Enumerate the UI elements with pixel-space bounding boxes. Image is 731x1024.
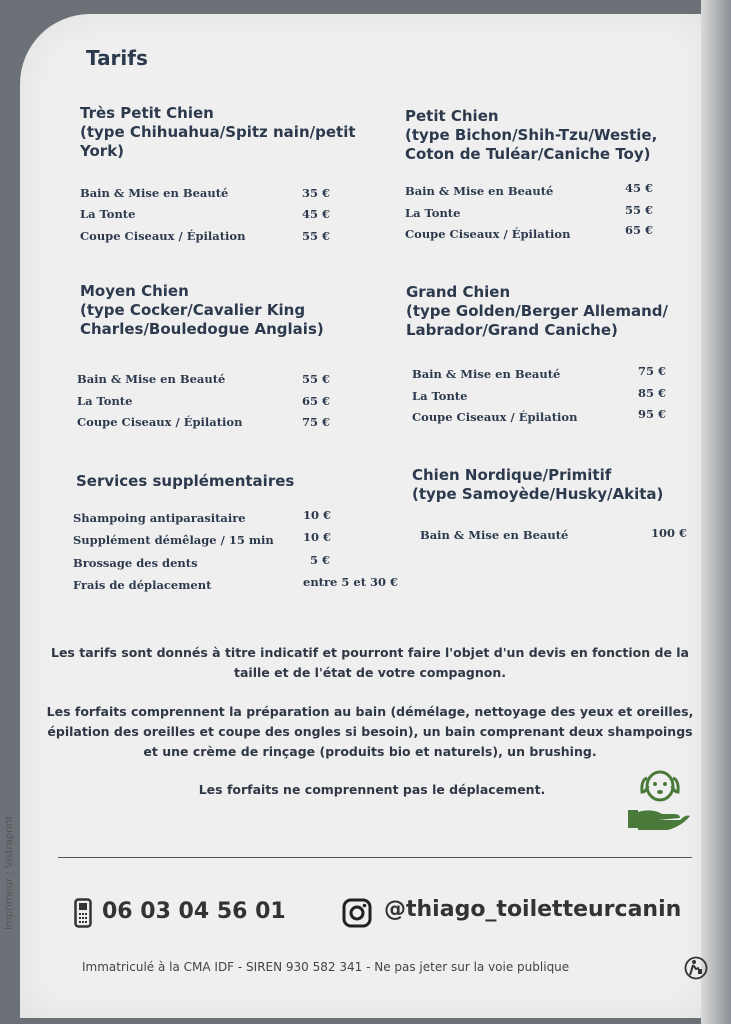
heading-line: Grand Chien [406, 283, 511, 301]
section-heading-nordique [412, 466, 663, 504]
heading-line: Coton de Tuléar/Caniche Toy) [405, 145, 651, 163]
price-label: La Tonte [412, 389, 468, 403]
note-indicative: Les tarifs sont donnés à titre indicatif et pourront faire l'objet d'un devis en fonction de la taille et de l'état de votre compagnon. [50, 645, 689, 680]
price-value: 10 € [303, 530, 332, 544]
note-forfaits: Les forfaits comprennent la préparation au bain (démélage, nettoyage des yeux et oreilles, épilation des oreilles et coupe des ongles si besoin), un bain comprenant deux shampoings et une crème de rinçage (produits bio et naturels), un brushing. [46, 704, 694, 759]
price-value: 35 € [302, 186, 331, 200]
price-value: 55 € [302, 372, 331, 386]
section-heading-petit [405, 107, 657, 164]
heading-line: Moyen Chien [80, 282, 189, 300]
note-deplacement: Les forfaits ne comprennent pas le déplacement. [198, 782, 546, 797]
price-label: Brossage des dents [73, 556, 198, 570]
price-value: 55 € [302, 229, 331, 243]
price-value: entre 5 et 30 € [303, 575, 399, 589]
heading-line: (type Bichon/Shih-Tzu/Westie, [405, 126, 658, 144]
heading-line: (type Samoyède/Husky/Akita) [412, 485, 664, 503]
heading-line: Très Petit Chien [80, 104, 214, 122]
printer-credit [4, 746, 15, 930]
price-label: Coupe Ciseaux / Épilation [412, 410, 578, 424]
page-title: Tarifs [86, 46, 148, 70]
price-value: 75 € [638, 364, 667, 378]
price-label: Bain & Mise en Beauté [420, 528, 569, 542]
price-value: 65 € [302, 394, 331, 408]
heading-line: Labrador/Grand Caniche) [406, 321, 618, 339]
heading-line: Services supplémentaires [76, 472, 295, 490]
dog-hand-logo-icon [624, 766, 690, 832]
instagram-icon [342, 898, 372, 928]
section-heading-tres-petit [80, 104, 356, 161]
price-label: La Tonte [80, 207, 136, 221]
price-label: Frais de déplacement [73, 578, 212, 592]
price-label: Supplément démêlage / 15 min [73, 533, 274, 547]
price-value: 65 € [625, 223, 654, 237]
price-label: Coupe Ciseaux / Épilation [77, 415, 243, 429]
section-heading-moyen [80, 282, 324, 339]
price-label: Bain & Mise en Beauté [412, 367, 561, 381]
heading-line: (type Cocker/Cavalier King [80, 301, 306, 319]
price-value: 95 € [638, 407, 667, 421]
price-value: 75 € [302, 415, 331, 429]
footer-legal: Immatriculé à la CMA IDF - SIREN 930 582 341 - Ne pas jeter sur la voie publique [82, 960, 570, 974]
price-value: 85 € [638, 386, 667, 400]
divider [58, 857, 692, 858]
instagram-handle[interactable]: @thiago_toiletteurcanin [384, 897, 682, 922]
price-value: 5 € [310, 553, 331, 567]
paper-shadow [701, 0, 731, 1024]
printer-credit-text: Imprimeur : Vistraprint [4, 815, 15, 930]
price-value: 10 € [303, 508, 332, 522]
section-heading-grand [406, 283, 668, 340]
price-label: Bain & Mise en Beauté [80, 186, 229, 200]
heading-line: York) [80, 142, 125, 160]
price-label: Bain & Mise en Beauté [405, 184, 554, 198]
price-value: 45 € [302, 207, 331, 221]
price-label: Coupe Ciseaux / Épilation [405, 227, 571, 241]
heading-line: Petit Chien [405, 107, 499, 125]
price-value: 100 € [651, 526, 688, 540]
phone-number[interactable]: 06 03 04 56 01 [102, 899, 286, 924]
heading-line: (type Chihuahua/Spitz nain/petit [80, 123, 356, 141]
heading-line: (type Golden/Berger Allemand/ [406, 302, 669, 320]
section-heading-supp [76, 472, 294, 491]
heading-line: Charles/Bouledogue Anglais) [80, 320, 324, 338]
phone-icon [74, 898, 92, 928]
price-value: 55 € [625, 203, 654, 217]
heading-line: Chien Nordique/Primitif [412, 466, 612, 484]
price-label: Coupe Ciseaux / Épilation [80, 229, 246, 243]
price-label: La Tonte [77, 394, 133, 408]
price-label: La Tonte [405, 206, 461, 220]
recycle-person-icon [684, 956, 708, 980]
price-value: 45 € [625, 181, 654, 195]
price-label: Shampoing antiparasitaire [73, 511, 246, 525]
price-label: Bain & Mise en Beauté [77, 372, 226, 386]
